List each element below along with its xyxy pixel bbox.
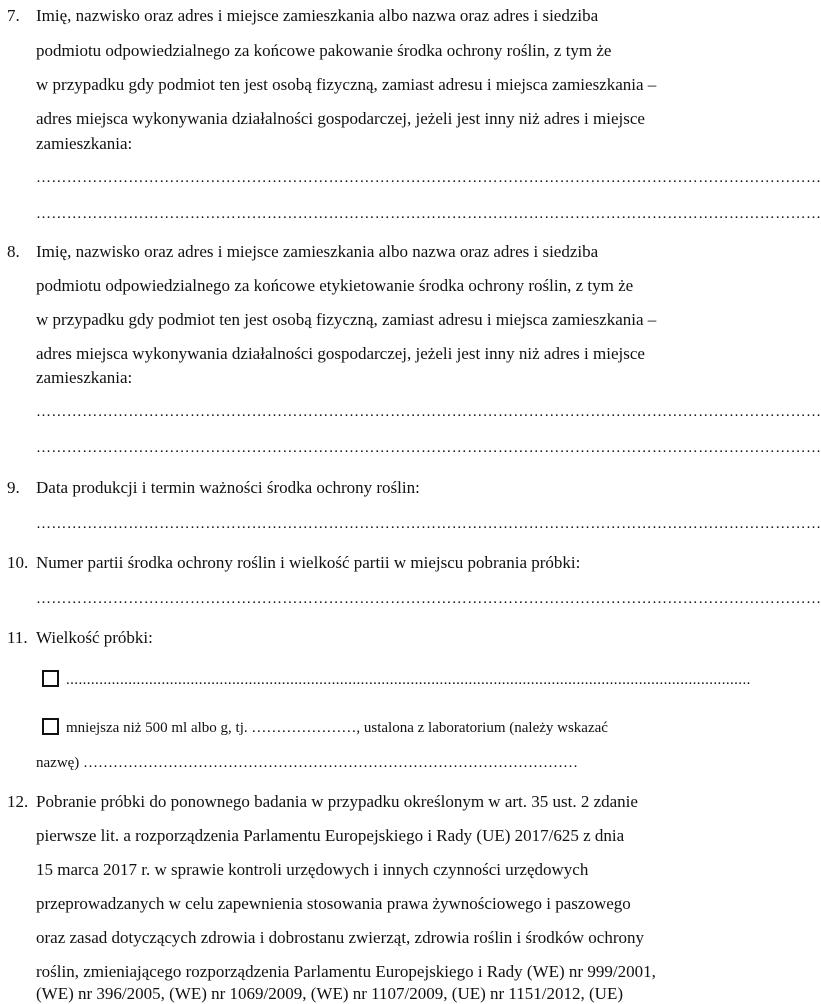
text-line: podmiotu odpowiedzialnego za końcowe pakowanie środka ochrony roślin, z tym że [36,41,612,60]
text-line: roślin, zmieniającego rozporządzenia Parlamentu Europejskiego i Rady (WE) nr 999/2001, [36,962,656,981]
item-number: 11. [7,628,28,647]
fill-line[interactable]: ……………………………………………………………………………………………………………………………………… [36,404,821,420]
text-line [36,6,672,26]
checkbox[interactable] [42,718,59,735]
option-text: nazwę) ……………………………………………………………………………………… [36,755,579,771]
text-line: Imię, nazwisko oraz adres i miejsce zamieszkania albo nazwa oraz adres i siedziba [36,242,599,261]
fill-line[interactable]: ……………………………………………………………………………………………………………………………………… [36,206,821,222]
text-line: pierwsze lit. a rozporządzenia Parlamentu Europejskiego i Rady (UE) 2017/625 z dnia [36,826,625,845]
text-line: zamieszkania: [36,134,133,153]
text-line: adres miejsca wykonywania działalności gospodarczej, jeżeli jest inny niż adres i miejsce [36,109,645,128]
text-line: przeprowadzanych w celu zapewnienia stosowania prawa żywnościowego i paszowego [36,894,631,913]
text-line: zamieszkania: [36,368,133,387]
text-line: Numer partii środka ochrony roślin i wielkość partii w miejscu pobrania próbki: [36,553,581,572]
text-line: Wielkość próbki: [36,628,153,647]
fill-line[interactable]: ……………………………………………………………………………………………………………………………………… [36,591,821,607]
option-text: mniejsza niż 500 ml albo g, tj. …………………, ustalona z laboratorium (należy wskazać [66,720,608,736]
text-line: oraz zasad dotyczących zdrowia i dobrostanu zwierząt, zdrowia roślin i środków ochrony [36,928,644,947]
fill-line[interactable]: ……………………………………………………………………………………………………………………………………… [36,170,821,186]
text-line: Imię, nazwisko oraz adres i miejsce zamieszkania albo nazwa oraz adres i siedziba [36,6,599,25]
fill-line[interactable]: ..................................................................................................................................................................... [66,672,751,688]
checkbox[interactable] [42,670,59,687]
fill-line[interactable]: ……………………………………………………………………………………………………………………………………… [36,440,821,456]
text-line: Pobranie próbki do ponownego badania w przypadku określonym w art. 35 ust. 2 zdanie [36,792,638,811]
text-line: w przypadku gdy podmiot ten jest osobą fizyczną, zamiast adresu i miejsca zamieszkania – [36,310,657,329]
item-number: 12. [7,792,29,811]
fill-line[interactable]: ……………………………………………………………………………………………………………………………………… [36,516,821,532]
text-line: podmiotu odpowiedzialnego za końcowe etykietowanie środka ochrony roślin, z tym że [36,276,634,295]
text-line: Data produkcji i termin ważności środka ochrony roślin: [36,478,420,497]
text-line: 15 marca 2017 r. w sprawie kontroli urzędowych i innych czynności urzędowych [36,860,589,879]
text-line: adres miejsca wykonywania działalności gospodarczej, jeżeli jest inny niż adres i miejsce [36,344,645,363]
item-number: 7. [7,6,20,25]
item-number: 9. [7,478,20,497]
item-number: 8. [7,242,20,261]
item-number: 10. [7,553,29,572]
text-line: w przypadku gdy podmiot ten jest osobą fizyczną, zamiast adresu i miejsca zamieszkania – [36,75,657,94]
text-line: (WE) nr 396/2005, (WE) nr 1069/2009, (WE) nr 1107/2009, (UE) nr 1151/2012, (UE) [36,984,623,1003]
